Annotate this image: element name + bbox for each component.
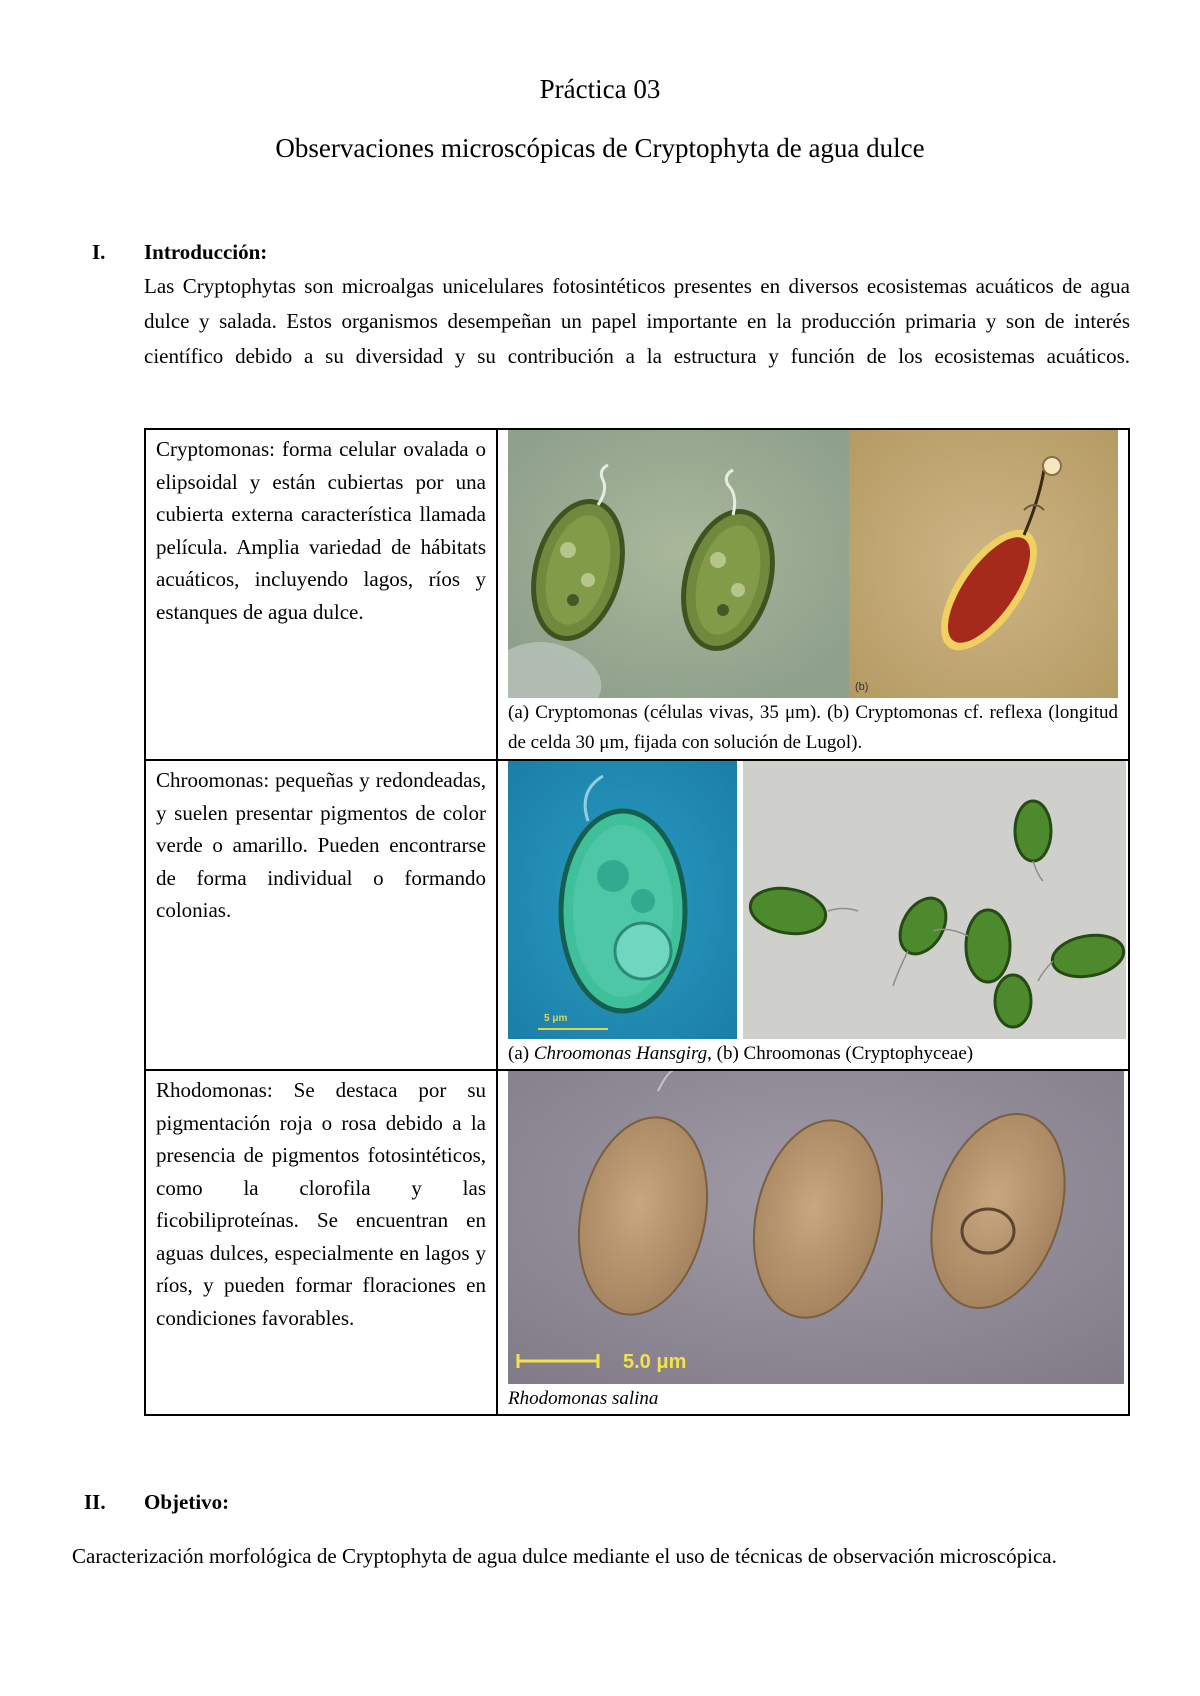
- rhodomonas-images-cell: [497, 1070, 1129, 1415]
- scale-label-5-0um: 5.0 μm: [623, 1351, 687, 1373]
- section-number-1: I.: [92, 240, 106, 264]
- cryptomonas-description: Cryptomonas: forma celular ovalada o elipsoidal y están cubiertas por una cubierta externa característica llamada película. Amplia variedad de hábitats acuáticos, incluyendo lagos, ríos y estanques de agua dulce.: [145, 429, 497, 760]
- chroomonas-images-cell: [497, 760, 1129, 1070]
- cryptomonas-images-cell: [497, 429, 1129, 760]
- chroomonas-caption: (a) Chroomonas Hansgirg, (b) Chroomonas (Cryptophyceae): [508, 1043, 974, 1064]
- table-row: [145, 1070, 1129, 1415]
- scale-label-5um: 5 μm: [544, 1013, 568, 1024]
- chroomonas-description: Chroomonas: pequeñas y redondeadas, y suelen presentar pigmentos de color verde o amarillo. Pueden encontrarse de forma individual o formando colonias.: [145, 760, 497, 1070]
- image-label-b: (b): [854, 681, 869, 693]
- species-table: [144, 428, 1130, 1416]
- section-number-2: II.: [84, 1490, 106, 1514]
- intro-paragraph: Las Cryptophytas son microalgas unicelulares fotosintéticos presentes en diversos ecosistemas acuáticos de agua dulce y salada. Estos organismos desempeñan un papel importante en la producción primaria y son de interés científico debido a su diversidad y su contribución a la estructura y función de los ecosistemas acuáticos.: [144, 274, 1130, 368]
- table-row: [145, 429, 1129, 760]
- rhodomonas-description: Rhodomonas: Se destaca por su pigmentación roja o rosa debido a la presencia de pigmentos fotosintéticos, como la clorofila y las ficobiliproteínas. Se encuentran en aguas dulces, especialmente en lagos y ríos, y pueden formar floraciones en condiciones favorables.: [145, 1070, 497, 1415]
- objective-paragraph: Caracterización morfológica de Cryptophyta de agua dulce mediante el uso de técnicas de observación microscópica.: [72, 1544, 1057, 1568]
- chroomonas-cryptophyceae-image: [743, 761, 1126, 1039]
- table-row: [145, 760, 1129, 1070]
- rhodomonas-caption: Rhodomonas salina: [508, 1388, 659, 1409]
- cryptomonas-reflexa-image: [849, 430, 1118, 698]
- section-heading-objetivo: Objetivo:: [144, 1490, 230, 1514]
- chroomonas-hansgirg-image: [508, 761, 737, 1039]
- page-title: Práctica 03: [539, 74, 661, 104]
- page-subtitle: Observaciones microscópicas de Cryptophyta de agua dulce: [275, 133, 925, 163]
- rhodomonas-salina-image: [508, 1071, 1124, 1384]
- cryptomonas-live-image: [508, 430, 849, 698]
- section-heading-introduccion: Introducción:: [144, 240, 268, 264]
- cryptomonas-caption: (a) Cryptomonas (células vivas, 35 μm). (b) Cryptomonas cf. reflexa (longitud de celda 30 μm, fijada con solución de Lugol).: [508, 702, 1118, 753]
